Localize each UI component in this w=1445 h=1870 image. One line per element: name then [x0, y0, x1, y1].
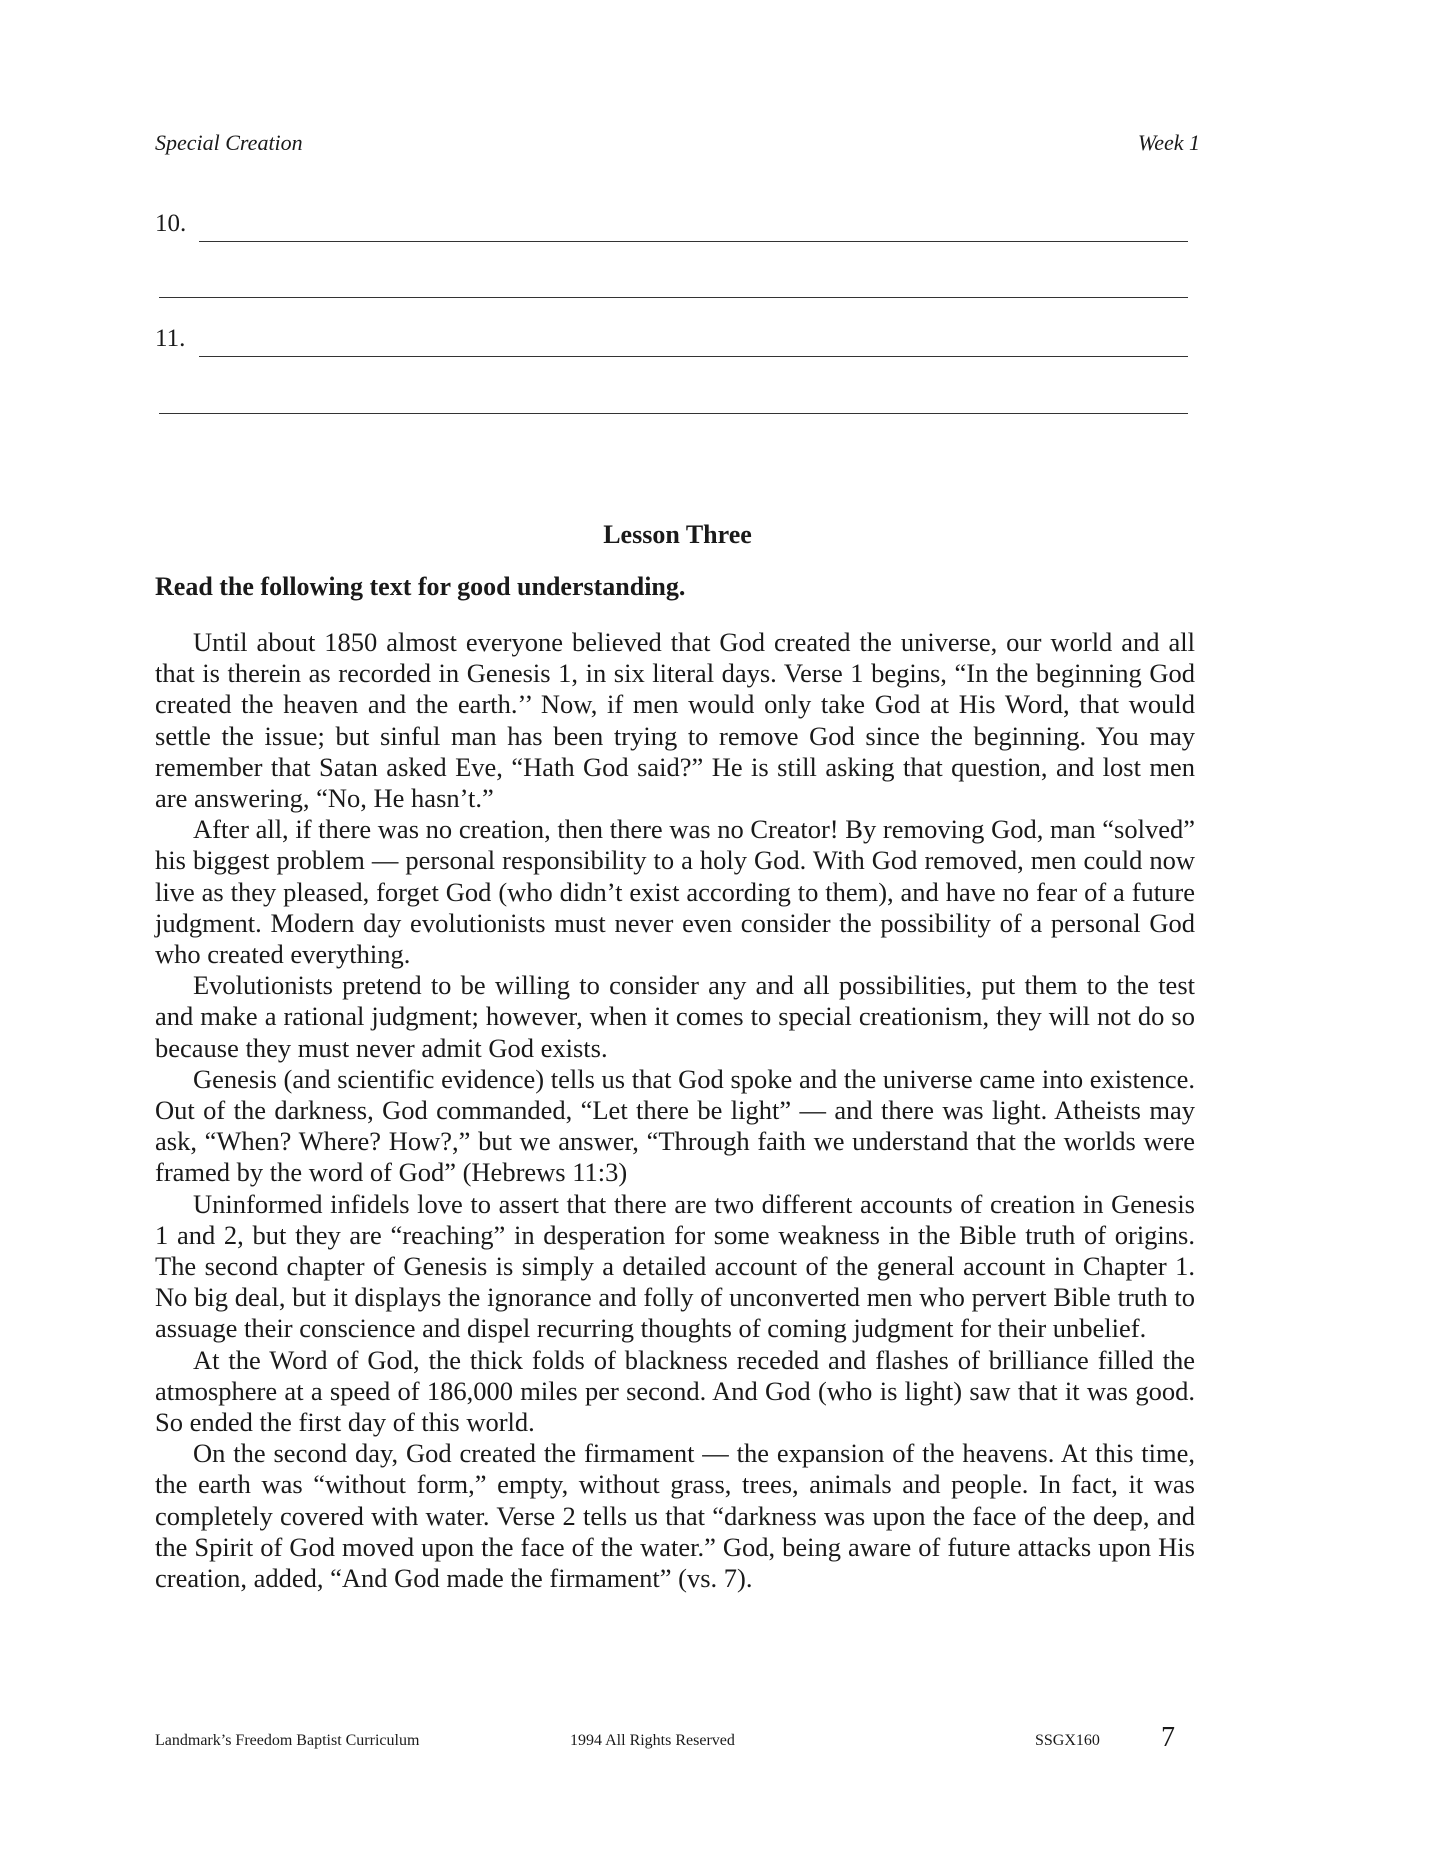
answer-line [199, 241, 1188, 242]
paragraph: At the Word of God, the thick folds of blackness receded and flashes of brilliance filled the atmosphere at a speed of 186,000 miles per second. And God (who is light) saw that it was good. So ended the first day of this world. [155, 1344, 1195, 1438]
answer-11-continuation [155, 374, 1188, 414]
answer-number: 11. [155, 325, 186, 352]
paragraph: Evolutionists pretend to be willing to consider any and all possibilities, put them to the test and make a rational judgment; however, when it comes to special creationism, they will not do so because they must never admit God exists. [155, 970, 1195, 1063]
paragraph: Uninformed infidels love to assert that there are two different accounts of creation in Genesis 1 and 2, but they are “reaching” in desperation for some weakness in the Bible truth of origins. The second chapter of Genesis is simply a detailed account of the general account in Chapter 1. No big deal, but it displays the ignorance and folly of unconverted men who pervert Bible truth to assuage their conscience and dispel recurring thoughts of coming judgment for their unbelief. [155, 1188, 1195, 1344]
paragraph: After all, if there was no creation, then there was no Creator! By removing God, man “solved” his biggest problem — personal responsibility to a holy God. With God removed, men could now live as they pleased, forget God (who didn’t exist according to them), and have no fear of a future judgment. Modern day evolutionists must never even consider the possibility of a personal God who created everything. [155, 814, 1195, 970]
page-footer [155, 1722, 1195, 1754]
page-number: 7 [1161, 1722, 1175, 1753]
answer-line [199, 356, 1188, 357]
answer-10 [155, 202, 1188, 242]
paragraph: Until about 1850 almost everyone believed that God created the universe, our world and all that is therein as recorded in Genesis 1, in six literal days. Verse 1 begins, “In the beginning God created the heaven and the earth.’’ Now, if men would only take God at His Word, that would settle the issue; but sinful man has been trying to remove God since the beginning. You may remember that Satan asked Eve, “Hath God said?” He is still asking that question, and lost men are answering, “No, He hasn’t.” [155, 627, 1195, 814]
lesson-body [155, 627, 1195, 1594]
footer-code: SSGX160 [1035, 1732, 1100, 1749]
paragraph: On the second day, God created the firmament — the expansion of the heavens. At this time, the earth was “without form,” empty, without grass, trees, animals and people. In fact, it was completely covered with water. Verse 2 tells us that “darkness was upon the face of the deep, and the Spirit of God moved upon the face of the water.” God, being aware of future attacks upon His creation, added, “And God made the firmament” (vs. 7). [155, 1438, 1195, 1594]
reading-instruction: Read the following text for good understanding. [155, 572, 686, 601]
answer-11 [155, 317, 1188, 357]
paragraph: Genesis (and scientific evidence) tells us that God spoke and the universe came into existence. Out of the darkness, God commanded, “Let there be light” — and there was light. Atheists may ask, “When? Where? How?,” but we answer, “Through faith we understand that the worlds were framed by the word of God” (Hebrews 11:3) [155, 1063, 1195, 1188]
lesson-title: Lesson Three [603, 520, 752, 549]
footer-copyright: 1994 All Rights Reserved [570, 1732, 735, 1749]
answer-number: 10. [155, 210, 187, 237]
header-course-title: Special Creation [155, 130, 303, 155]
header-week: Week 1 [1137, 130, 1200, 155]
answer-10-continuation [155, 258, 1188, 298]
footer-publisher: Landmark’s Freedom Baptist Curriculum [155, 1732, 420, 1749]
answer-line [159, 297, 1188, 298]
answer-line [159, 413, 1188, 414]
